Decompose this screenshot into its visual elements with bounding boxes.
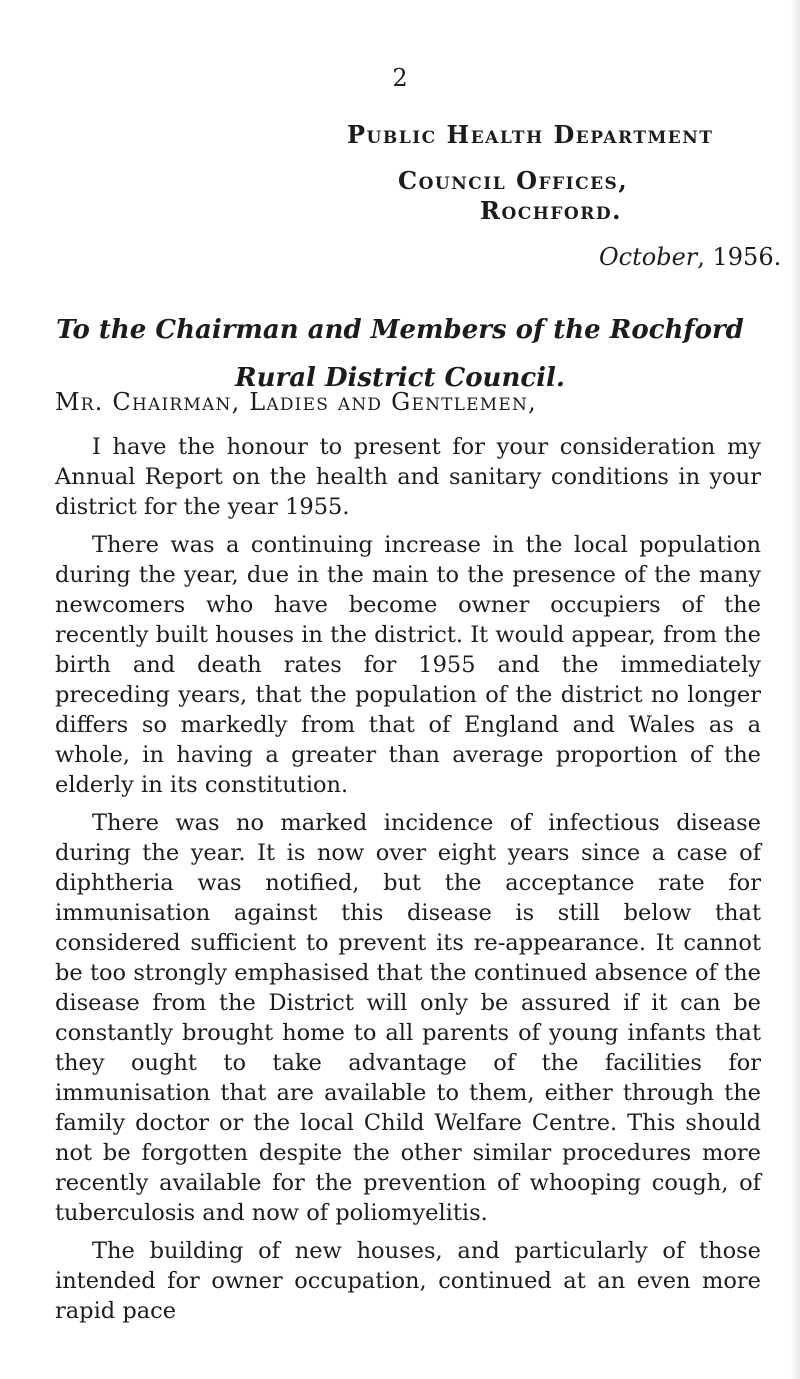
date-year: , 1956. [697,243,782,271]
paragraph-housing: The building of new houses, and particularly of those intended for owner occupation, continued at an even more rapid pace [55,1238,761,1324]
paragraph-infectious-disease: There was no marked incidence of infectious disease during the year. It is now over eight years since a case of diphtheria was notified, but the acceptance rate for immunisation against this disease is still below that considered sufficient to prevent its re-appearance. It cannot be too strongly emphasised that the continued absence of the disease from the District will only be assured if it can be constantly brought home to all parents of young infants that they ought to take advantage of the facilities for immunisation that are available to them, either through the family doctor or the local Child Welfare Centre. This should not be forgotten despite the other similar procedures more recently available for the prevention of whooping cough, of tuberculosis and now of poliomyelitis. [55,810,761,1226]
paragraph-population: There was a continuing increase in the local population during the year, due in the main to the presence of the many newcomers who have become owner occupiers of the recently built houses in the district. It would appear, from the birth and death rates for 1955 and the immediately preceding years, that the population of the district no longer differs so markedly from that of England and Wales as a whole, in having a greater than average proportion of the elderly in its constitution. [55,532,761,798]
report-body [55,432,761,1334]
addressee: To the Chairman and Members of the Rochford Rural District Council. [56,315,744,393]
letter-date [599,243,781,271]
paragraph-intro: I have the honour to present for your consideration my Annual Report on the health and sanitary conditions in your district for the year 1955. [55,434,761,520]
department-heading: Public Health Department [347,120,714,149]
offices-heading: Council Offices, [398,166,629,195]
date-month: October [599,243,698,271]
salutation: Mr. Chairman, Ladies and Gentlemen, [55,388,537,416]
page-edge-shadow [790,0,800,1379]
town-heading: Rochford. [480,196,622,225]
page-number: 2 [392,64,408,92]
